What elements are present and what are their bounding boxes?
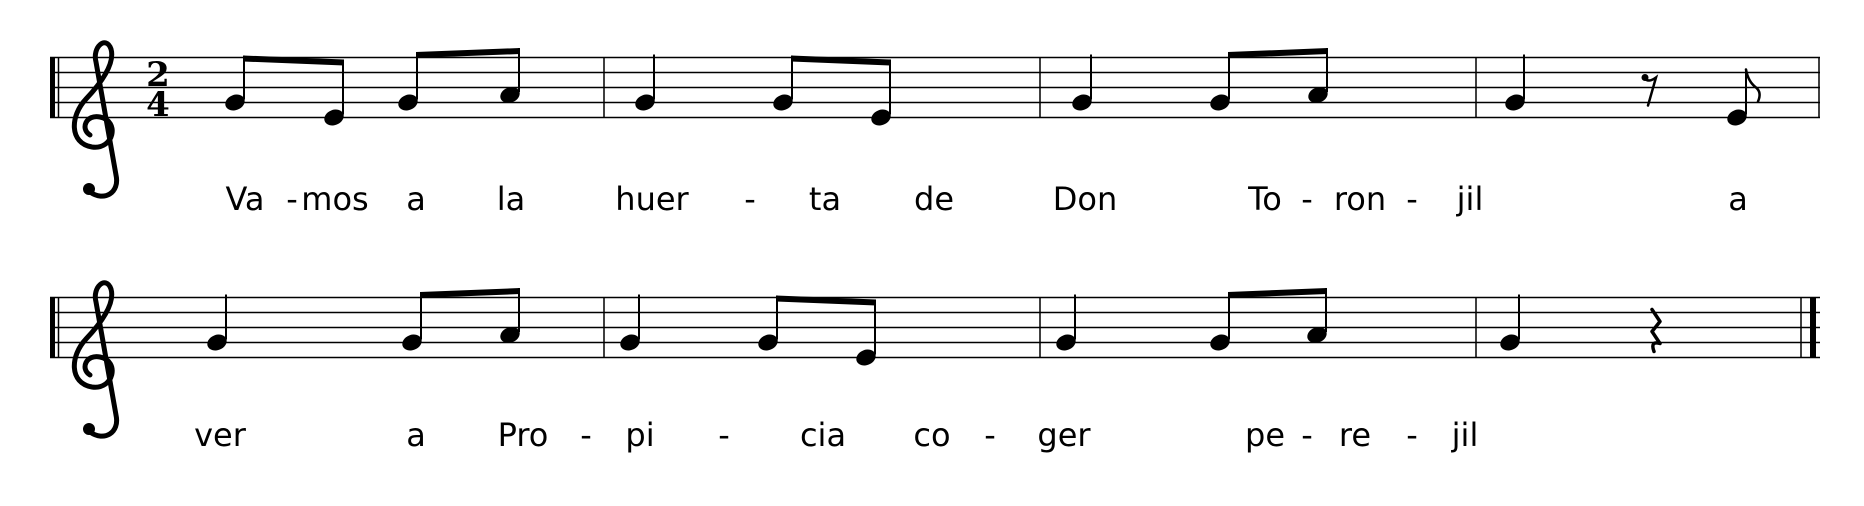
- lyric-syllable: pe: [1245, 416, 1285, 454]
- lyric-syllable: a: [1728, 180, 1748, 218]
- lyric-syllable: To: [1248, 180, 1282, 218]
- lyric-syllable: de: [914, 180, 954, 218]
- beam: [1228, 288, 1327, 298]
- lyric-hyphen: -: [1301, 416, 1313, 454]
- lyrics-line-1: [225, 180, 1747, 218]
- lyric-syllable: jil: [1451, 416, 1479, 454]
- treble-clef-icon: [74, 283, 116, 436]
- lyric-hyphen: -: [1406, 416, 1418, 454]
- lyric-syllable: jil: [1456, 180, 1484, 218]
- notes: [205, 48, 1760, 368]
- lyric-syllable: a: [406, 180, 426, 218]
- treble-clef-icon: [74, 43, 116, 196]
- quarter-rest: [1652, 310, 1660, 352]
- beam: [416, 48, 520, 58]
- system-1-staff: [50, 43, 1820, 196]
- lyric-syllable: a: [406, 416, 426, 454]
- system-start-thick-barline: [50, 298, 55, 358]
- lyric-hyphen: -: [744, 180, 756, 218]
- lyric-syllable: ron: [1333, 180, 1387, 218]
- eighth-rest-dot: [1642, 74, 1649, 81]
- lyric-syllable: re: [1338, 416, 1372, 454]
- lyric-syllable: cia: [799, 416, 847, 454]
- lyric-syllable: Don: [1052, 180, 1118, 218]
- lyric-syllable: ta: [808, 180, 842, 218]
- final-barline-thick: [1810, 298, 1816, 358]
- lyric-syllable: Va: [225, 180, 265, 218]
- lyric-syllable: ger: [1037, 416, 1091, 454]
- lyric-hyphen: -: [580, 416, 592, 454]
- lyric-hyphen: -: [1301, 180, 1313, 218]
- lyrics-line-2: [194, 416, 1478, 454]
- system-2-staff: [50, 283, 1820, 436]
- beam: [420, 288, 520, 298]
- lyric-hyphen: -: [984, 416, 996, 454]
- lyric-syllable: mos: [301, 180, 369, 218]
- note-flag: [1746, 70, 1760, 102]
- lyric-syllable: ver: [194, 416, 246, 454]
- lyric-syllable: la: [496, 180, 526, 218]
- eighth-rest: [1644, 78, 1656, 106]
- beam: [1228, 48, 1328, 58]
- lyric-hyphen: -: [1406, 180, 1418, 218]
- lyric-syllable: huer: [615, 180, 689, 218]
- lyric-hyphen: -: [286, 180, 298, 218]
- time-signature-bottom: 4: [146, 85, 170, 125]
- lyric-syllable: co: [913, 416, 951, 454]
- lyric-syllable: pi: [625, 416, 655, 454]
- system-start-thick-barline: [50, 58, 55, 118]
- time-signature-top: 2: [146, 55, 170, 95]
- lyric-hyphen: -: [718, 416, 730, 454]
- lyric-syllable: Pro: [497, 416, 549, 454]
